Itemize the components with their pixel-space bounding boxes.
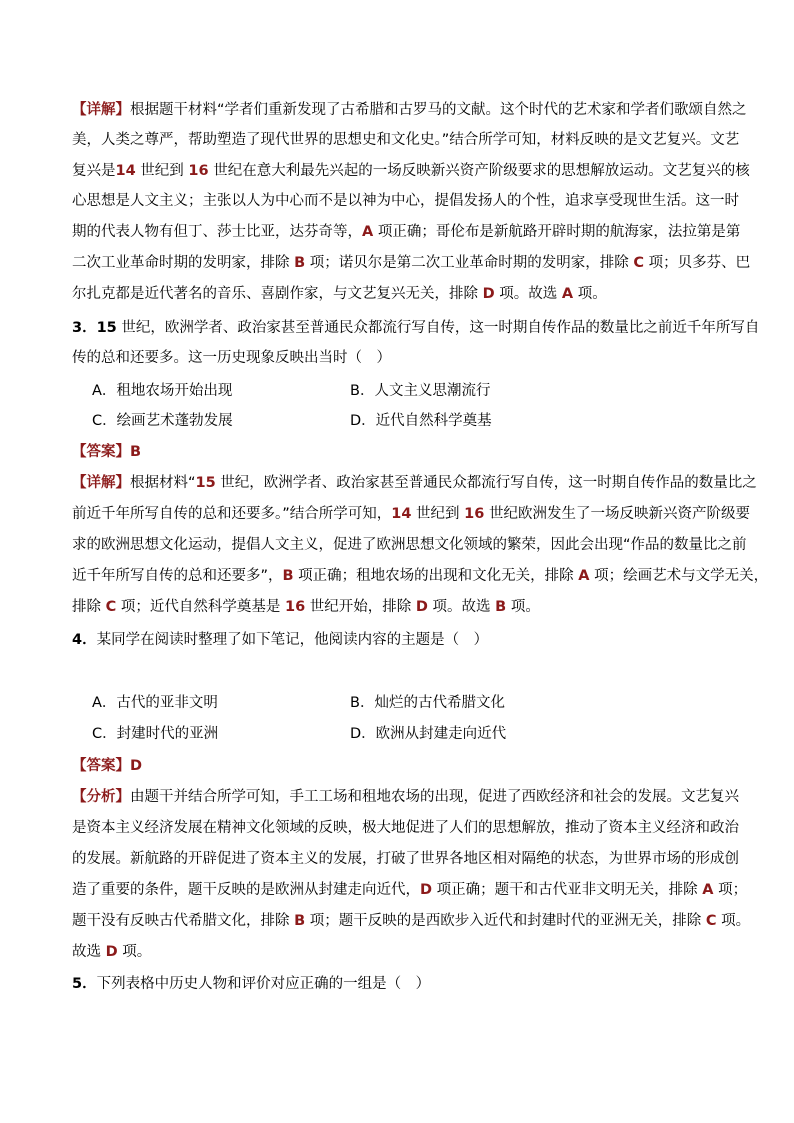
q4-analysis-line-1: 【分析】由题干并结合所学可知，手工工场和租地农场的出现，促进了西欧经济和社会的发展。文艺复兴 — [72, 789, 739, 805]
q4-answer: 【答案】D — [72, 758, 143, 774]
q3-detail-line-3: 求的欧洲思想文化运动，提倡人文主义，促进了欧洲思想文化领域的繁荣，因此会出现“作品的数量比之前 — [72, 537, 747, 553]
q3-detail-line-4: 近千年所写自传的总和还要多”，B 项正确；租地农场的出现和文化无关，排除 A 项；绘画艺术与文学无关， — [72, 568, 769, 584]
q4-option-a[interactable]: A．古代的亚非文明 — [92, 695, 218, 711]
q3-option-d[interactable]: D．近代自然科学奠基 — [350, 413, 492, 429]
q4-option-b[interactable]: B．灿烂的古代希腊文化 — [350, 695, 505, 711]
q3-option-b[interactable]: B．人文主义思潮流行 — [350, 383, 491, 399]
q3-answer: 【答案】B — [72, 444, 142, 460]
q4-option-c[interactable]: C．封建时代的亚洲 — [92, 726, 219, 742]
q3-stem-line-2: 传的总和还要多。这一历史现象反映出当时（ ） — [72, 350, 391, 366]
q2-detail-line-7: 尔扎克都是近代著名的音乐、喜剧作家，与文艺复兴无关，排除 D 项。故选 A 项。 — [72, 286, 607, 302]
q3-detail-line-5: 排除 C 项；近代自然科学奠基是 16 世纪开始，排除 D 项。故选 B 项。 — [72, 599, 540, 615]
analysis-tag: 【分析】 — [72, 789, 130, 805]
q4-option-d[interactable]: D．欧洲从封建走向近代 — [350, 726, 507, 742]
q3-option-c[interactable]: C．绘画艺术蓬勃发展 — [92, 413, 233, 429]
question-number: 4． — [72, 632, 97, 648]
q4-analysis-line-2: 是资本主义经济发展在精神文化领域的反映，极大地促进了人们的思想解放，推动了资本主义经济和政治 — [72, 820, 739, 836]
q2-detail-line-2: 美，人类之尊严，帮助塑造了现代世界的思想史和文化史。”结合所学可知，材料反映的是文艺复兴。文艺 — [72, 132, 740, 148]
q2-detail-line-5: 期的代表人物有但丁、莎士比亚，达芬奇等，A 项正确；哥伦布是新航路开辟时期的航海家，法拉第是第 — [72, 224, 741, 240]
detail-tag: 【详解】 — [72, 102, 130, 118]
question-number: 5． — [72, 976, 97, 992]
q4-analysis-line-5: 题干没有反映古代希腊文化，排除 B 项；题干反映的是西欧步入近代和封建时代的亚洲无关，排除 C 项。 — [72, 913, 751, 929]
q5-stem: 5．下列表格中历史人物和评价对应正确的一组是（ ） — [72, 976, 431, 992]
detail-tag: 【详解】 — [72, 475, 130, 491]
q3-detail-line-2: 前近千年所写自传的总和还要多。”结合所学可知，14 世纪到 16 世纪欧洲发生了一场反映新兴资产阶级要 — [72, 506, 750, 522]
q2-detail-line-4: 心思想是人文主义；主张以人为中心而不是以神为中心，提倡发扬人的个性，追求享受现世生活。这一时 — [72, 193, 739, 209]
q2-detail-line-1: 【详解】根据题干材料“学者们重新发现了古希腊和古罗马的文献。这个时代的艺术家和学者们歌颂自然之 — [72, 102, 747, 118]
q3-detail-line-1: 【详解】根据材料“15 世纪，欧洲学者、政治家甚至普通民众都流行写自传，这一时期自传作品的数量比之 — [72, 475, 757, 491]
q2-detail-line-3: 复兴是14 世纪到 16 世纪在意大利最先兴起的一场反映新兴资产阶级要求的思想解放运动。文艺复兴的核 — [72, 163, 750, 179]
q4-analysis-line-3: 的发展。新航路的开辟促进了资本主义的发展，打破了世界各地区相对隔绝的状态，为世界市场的形成创 — [72, 851, 739, 867]
q3-option-a[interactable]: A．租地农场开始出现 — [92, 383, 233, 399]
q3-stem-line-1: 3．15 世纪，欧洲学者、政治家甚至普通民众都流行写自传，这一时期自传作品的数量比之前近千年所写自 — [72, 320, 760, 336]
question-number: 3． — [72, 320, 97, 336]
q4-analysis-line-4: 造了重要的条件，题干反映的是欧洲从封建走向近代，D 项正确；题干和古代亚非文明无关，排除 A 项； — [72, 882, 748, 898]
q2-detail-line-6: 二次工业革命时期的发明家，排除 B 项；诺贝尔是第二次工业革命时期的发明家，排除 C 项；贝多芬、巴 — [72, 255, 751, 271]
q4-stem: 4．某同学在阅读时整理了如下笔记，他阅读内容的主题是（ ） — [72, 632, 489, 648]
q4-analysis-line-6: 故选 D 项。 — [72, 944, 152, 960]
